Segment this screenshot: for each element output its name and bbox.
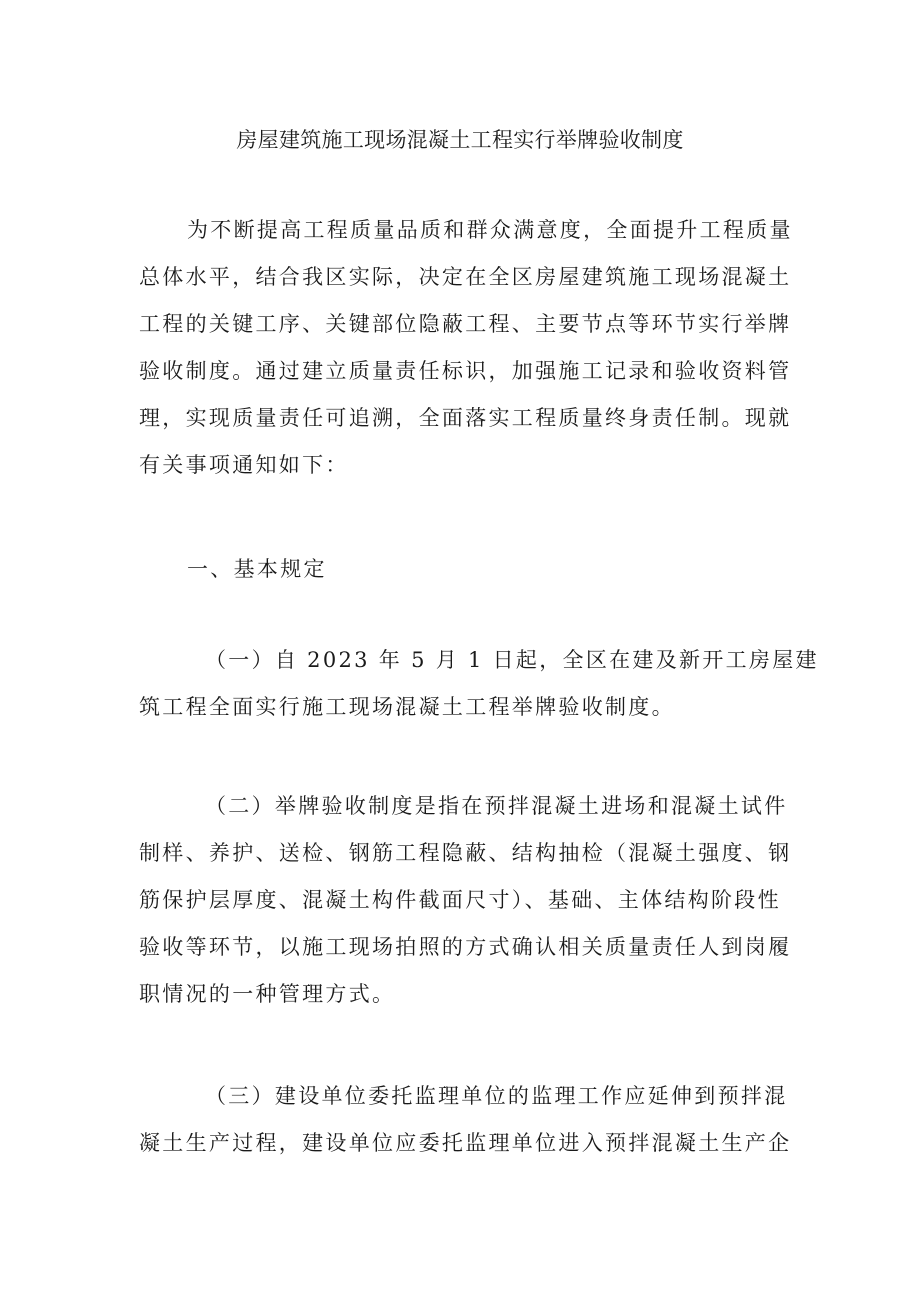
paragraph-line: 筋保护层厚度、混凝土构件截面尺寸）、基础、主体结构阶段性 bbox=[139, 888, 781, 912]
document-title: 房屋建筑施工现场混凝土工程实行举牌验收制度 bbox=[236, 128, 684, 152]
paragraph-line: 理，实现质量责任可追溯，全面落实工程质量终身责任制。现就 bbox=[139, 406, 792, 430]
section-heading-text: 一、基本规定 bbox=[187, 557, 327, 581]
item-3-paragraph bbox=[139, 1073, 792, 1167]
paragraph-line: 有关事项通知如下： bbox=[139, 453, 349, 477]
paragraph-line: 凝土生产过程，建设单位应委托监理单位进入预拌混凝土生产企 bbox=[139, 1131, 792, 1155]
paragraph-line: 为不断提高工程质量品质和群众满意度，全面提升工程质量 bbox=[187, 218, 793, 242]
paragraph-line: 工程的关键工序、关键部位隐蔽工程、主要节点等环节实行举牌 bbox=[139, 312, 792, 336]
paragraph-line: （三）建设单位委托监理单位的监理工作应延伸到预拌混 bbox=[205, 1084, 788, 1108]
paragraph-line: 筑工程全面实行施工现场混凝土工程举牌验收制度。 bbox=[139, 695, 675, 719]
paragraph-line: 职情况的一种管理方式。 bbox=[139, 982, 396, 1006]
item-2-paragraph bbox=[139, 783, 792, 1018]
paragraph-line: （二）举牌验收制度是指在预拌混凝土进场和混凝土试件 bbox=[205, 794, 788, 818]
intro-paragraph bbox=[139, 207, 793, 489]
paragraph-line: 验收等环节，以施工现场拍照的方式确认相关质量责任人到岗履 bbox=[139, 935, 792, 959]
item-1-paragraph bbox=[139, 637, 819, 731]
paragraph-line: （一）自 2023 年 5 月 1 日起，全区在建及新开工房屋建 bbox=[205, 648, 819, 672]
section-heading bbox=[139, 546, 785, 593]
paragraph-line: 制样、养护、送检、钢筋工程隐蔽、结构抽检（混凝土强度、钢 bbox=[139, 841, 792, 865]
paragraph-line: 总体水平，结合我区实际，决定在全区房屋建筑施工现场混凝土 bbox=[139, 265, 792, 289]
paragraph-line: 验收制度。通过建立质量责任标识，加强施工记录和验收资料管 bbox=[139, 359, 792, 383]
